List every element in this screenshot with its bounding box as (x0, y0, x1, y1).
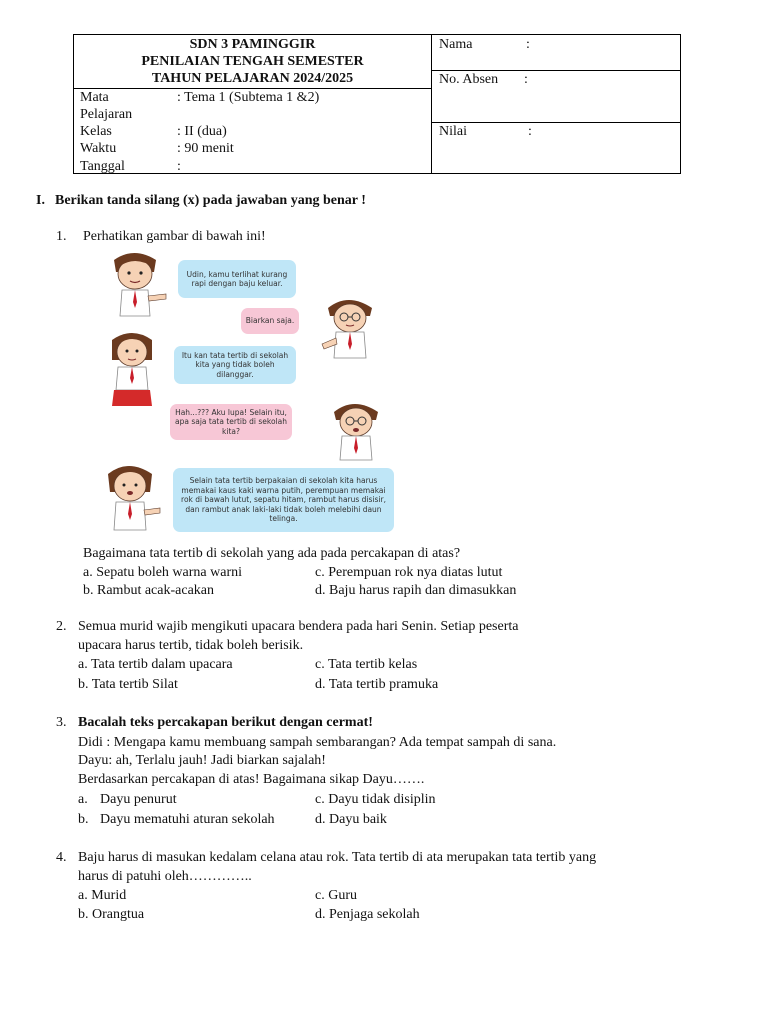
speech-bubble-1: Udin, kamu terlihat kurang rapi dengan baju keluar. (178, 260, 296, 298)
class-label: Kelas (80, 124, 112, 139)
q2-stem-line-2: upacara harus tertib, tidak boleh berisik. (78, 638, 304, 653)
date-value: : (177, 159, 181, 174)
q3-option-c[interactable]: c. Dayu tidak disiplin (315, 792, 436, 807)
header-divider-vertical (431, 35, 432, 174)
exam-title: PENILAIAN TENGAH SEMESTER (141, 54, 364, 69)
girl-character-icon (104, 330, 160, 410)
q2-option-c[interactable]: c. Tata tertib kelas (315, 657, 418, 672)
girl-pointing-icon (100, 462, 164, 534)
section-instruction: Berikan tanda silang (x) pada jawaban yang benar ! (55, 193, 366, 208)
q3-option-a[interactable]: Dayu penurut (100, 792, 177, 807)
q3-dialog-line-1: Didi : Mengapa kamu membuang sampah sembarangan? Ada tempat sampah di sana. (78, 735, 557, 750)
q4-option-a[interactable]: a. Murid (78, 888, 127, 903)
header-divider-right-2 (431, 122, 681, 123)
q2-option-b[interactable]: b. Tata tertib Silat (78, 677, 178, 692)
boy-character-icon (104, 250, 170, 320)
q1-option-a[interactable]: a. Sepatu boleh warna warni (83, 565, 242, 580)
q3-option-a-letter: a. (78, 792, 88, 807)
school-name: SDN 3 PAMINGGIR (189, 37, 316, 52)
q3-option-b[interactable]: Dayu mematuhi aturan sekolah (100, 812, 275, 827)
q1-stem: Bagaimana tata tertib di sekolah yang ada pada percakapan di atas? (83, 546, 461, 561)
score-label: Nilai (439, 124, 467, 139)
q3-title: Bacalah teks percakapan berikut dengan cermat! (78, 715, 373, 730)
q2-stem-line-1: Semua murid wajib mengikuti upacara bendera pada hari Senin. Setiap peserta (78, 619, 519, 634)
q3-question: Berdasarkan percakapan di atas! Bagaimana sikap Dayu……. (78, 772, 425, 787)
q1-intro: Perhatikan gambar di bawah ini! (83, 229, 266, 244)
q2-option-a[interactable]: a. Tata tertib dalam upacara (78, 657, 233, 672)
date-label: Tanggal (80, 159, 125, 174)
q4-option-c[interactable]: c. Guru (315, 888, 357, 903)
q3-option-d[interactable]: d. Dayu baik (315, 812, 387, 827)
q3-dialog-line-2: Dayu: ah, Terlalu jauh! Jadi biarkan sajalah! (78, 753, 326, 768)
speech-bubble-4: Hah...??? Aku lupa! Selain itu, apa saja tata tertib di sekolah kita? (170, 404, 292, 440)
name-field[interactable]: : (526, 37, 530, 52)
q4-option-d[interactable]: d. Penjaga sekolah (315, 907, 420, 922)
score-field[interactable]: : (528, 124, 532, 139)
time-label: Waktu (80, 141, 117, 156)
q4-option-b[interactable]: b. Orangtua (78, 907, 145, 922)
absen-label: No. Absen (439, 72, 499, 87)
q4-number: 4. (56, 850, 67, 865)
q2-option-d[interactable]: d. Tata tertib pramuka (315, 677, 439, 692)
subject-label-2: Pelajaran (80, 107, 133, 122)
q1-option-d[interactable]: d. Baju harus rapih dan dimasukkan (315, 583, 517, 598)
name-label: Nama (439, 37, 473, 52)
speech-bubble-5: Selain tata tertib berpakaian di sekolah kita harus memakai kaus kaki warna putih, perempuan memakai rok di bawah lutut, sepatu hitam, rambut harus disisir, dan rambut anak laki-laki tidak boleh melebihi daun telinga. (173, 468, 394, 532)
q1-option-b[interactable]: b. Rambut acak-acakan (83, 583, 214, 598)
class-value: : II (dua) (177, 124, 227, 139)
speech-bubble-2: Biarkan saja. (241, 308, 299, 334)
subject-value: : Tema 1 (Subtema 1 &2) (177, 90, 320, 105)
speech-bubble-3: Itu kan tata tertib di sekolah kita yang tidak boleh dilanggar. (174, 346, 296, 384)
glasses-boy-icon (318, 294, 380, 360)
time-value: : 90 menit (177, 141, 234, 156)
absen-field[interactable]: : (524, 72, 528, 87)
section-number: I. (36, 193, 45, 208)
q1-number: 1. (56, 229, 67, 244)
q3-number: 3. (56, 715, 67, 730)
academic-year: TAHUN PELAJARAN 2024/2025 (151, 71, 354, 86)
q1-option-c[interactable]: c. Perempuan rok nya diatas lutut (315, 565, 503, 580)
q4-stem-line-1: Baju harus di masukan kedalam celana atau rok. Tata tertib di ata merupakan tata tertib yang (78, 850, 597, 865)
header-table (73, 34, 681, 174)
q4-stem-line-2: harus di patuhi oleh………….. (78, 869, 252, 884)
q2-number: 2. (56, 619, 67, 634)
glasses-boy-2-icon (326, 398, 384, 462)
q3-option-b-letter: b. (78, 812, 89, 827)
subject-label-1: Mata (80, 90, 109, 105)
